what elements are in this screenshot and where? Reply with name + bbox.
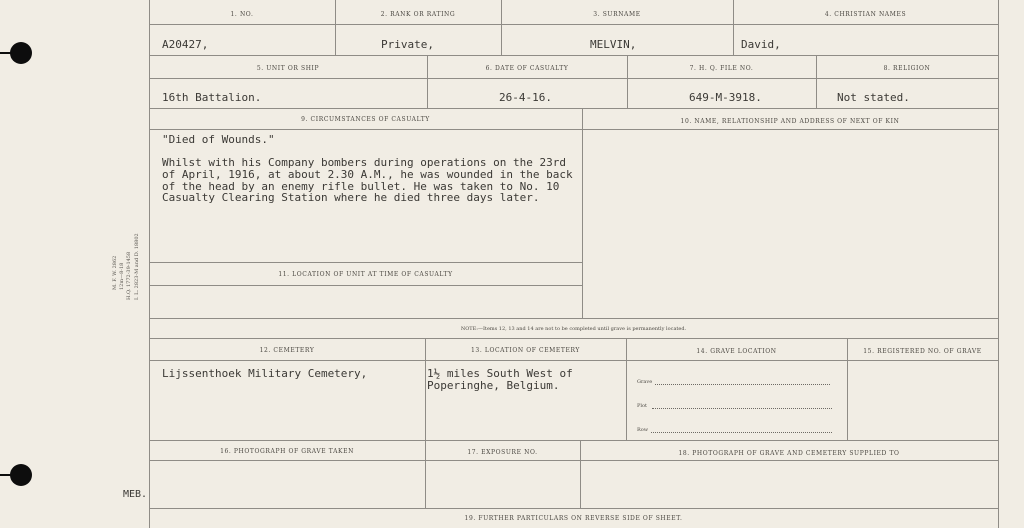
rule xyxy=(816,55,817,108)
value-no: A20427, xyxy=(162,38,209,51)
header-rank: 2. RANK OR RATING xyxy=(380,11,456,18)
value-religion: Not stated. xyxy=(837,91,910,104)
card-right-border xyxy=(998,0,999,528)
note-text: NOTE:—Items 12, 13 and 14 are not to be completed until grave is permanently located. xyxy=(460,326,687,332)
rule xyxy=(427,55,428,108)
side-print-2: 12m—8-18 xyxy=(119,262,125,290)
header-surname: 3. SURNAME xyxy=(593,11,641,18)
row-dotted-line xyxy=(651,432,832,433)
side-print-3: H.Q. 1772-39-1458 xyxy=(126,251,132,300)
header-christian-names: 4. CHRISTIAN NAMES xyxy=(824,11,907,18)
value-location-cemetery-2: Poperinghe, Belgium. xyxy=(427,379,560,392)
rule xyxy=(149,338,998,339)
grave-label: Grave xyxy=(637,379,653,385)
rule xyxy=(149,360,998,361)
rule xyxy=(149,508,998,509)
header-hq-file: 7. H. Q. FILE NO. xyxy=(689,65,754,72)
header-photo-taken: 16. PHOTOGRAPH OF GRAVE TAKEN xyxy=(220,448,354,455)
header-religion: 8. RELIGION xyxy=(883,65,931,72)
value-surname: MELVIN, xyxy=(590,38,637,51)
header-photo-supplied: 18. PHOTOGRAPH OF GRAVE AND CEMETERY SUPPLIED TO xyxy=(678,450,900,457)
side-print-1: M. F. W. 2862 xyxy=(112,255,118,290)
rule xyxy=(733,0,734,55)
circumstances-line-1: Whilst with his Company bombers during operations on the 23rd xyxy=(162,156,566,169)
header-registered-no: 15. REGISTERED NO. OF GRAVE xyxy=(863,348,982,355)
punch-hole-top-stem xyxy=(0,52,14,54)
punch-hole-bottom-stem xyxy=(0,474,14,476)
rule xyxy=(627,55,628,108)
rule xyxy=(149,78,998,79)
header-next-of-kin: 10. NAME, RELATIONSHIP AND ADDRESS OF NEXT OF KIN xyxy=(680,118,900,125)
clerk-initials: MEB. xyxy=(123,489,148,500)
header-cemetery: 12. CEMETERY xyxy=(259,347,315,354)
value-christian-names: David, xyxy=(741,38,781,51)
header-unit: 5. UNIT OR SHIP xyxy=(256,65,320,72)
rule xyxy=(149,129,998,130)
header-exposure: 17. EXPOSURE NO. xyxy=(467,449,538,456)
header-date: 6. DATE OF CASUALTY xyxy=(485,65,569,72)
header-circumstances: 9. CIRCUMSTANCES OF CASUALTY xyxy=(301,116,430,123)
plot-label: Plot xyxy=(637,403,647,409)
rule xyxy=(149,285,582,286)
plot-dotted-line xyxy=(652,408,832,409)
rule xyxy=(335,0,336,55)
row-label: Row xyxy=(637,427,649,433)
header-grave-location: 14. GRAVE LOCATION xyxy=(696,348,777,355)
rule xyxy=(582,108,583,318)
circumstances-line-4: Casualty Clearing Station where he died three days later. xyxy=(162,191,540,204)
value-hq-file: 649-M-3918. xyxy=(689,91,762,104)
rule xyxy=(149,55,998,56)
circumstances-line-2: of April, 1916, at about 2.30 A.M., he was wounded in the back xyxy=(162,168,573,181)
header-location-cemetery: 13. LOCATION OF CEMETERY xyxy=(471,347,580,354)
rule xyxy=(149,108,998,109)
footer-further-particulars: 19. FURTHER PARTICULARS ON REVERSE SIDE OF SHEET. xyxy=(464,515,683,522)
rule xyxy=(149,262,582,263)
value-unit: 16th Battalion. xyxy=(162,91,262,104)
grave-dotted-line xyxy=(655,384,830,385)
circumstances-line-3: of the head by an enemy rifle bullet. He was taken to No. 10 xyxy=(162,180,560,193)
rule xyxy=(149,24,998,25)
side-print-4: I. L. 2823-M and D. 18802 xyxy=(134,233,140,300)
header-no: 1. NO. xyxy=(230,11,254,18)
value-rank: Private, xyxy=(381,38,434,51)
rule xyxy=(149,460,998,461)
rule xyxy=(149,440,998,441)
rule xyxy=(149,318,998,319)
circumstances-line-0: "Died of Wounds." xyxy=(162,133,275,146)
value-location-cemetery-1: 1½ miles South West of xyxy=(427,367,573,380)
value-cemetery: Lijssenthoek Military Cemetery, xyxy=(162,367,368,380)
header-location-unit: 11. LOCATION OF UNIT AT TIME OF CASUALTY xyxy=(278,271,453,278)
rule xyxy=(501,0,502,55)
value-date: 26-4-16. xyxy=(499,91,552,104)
